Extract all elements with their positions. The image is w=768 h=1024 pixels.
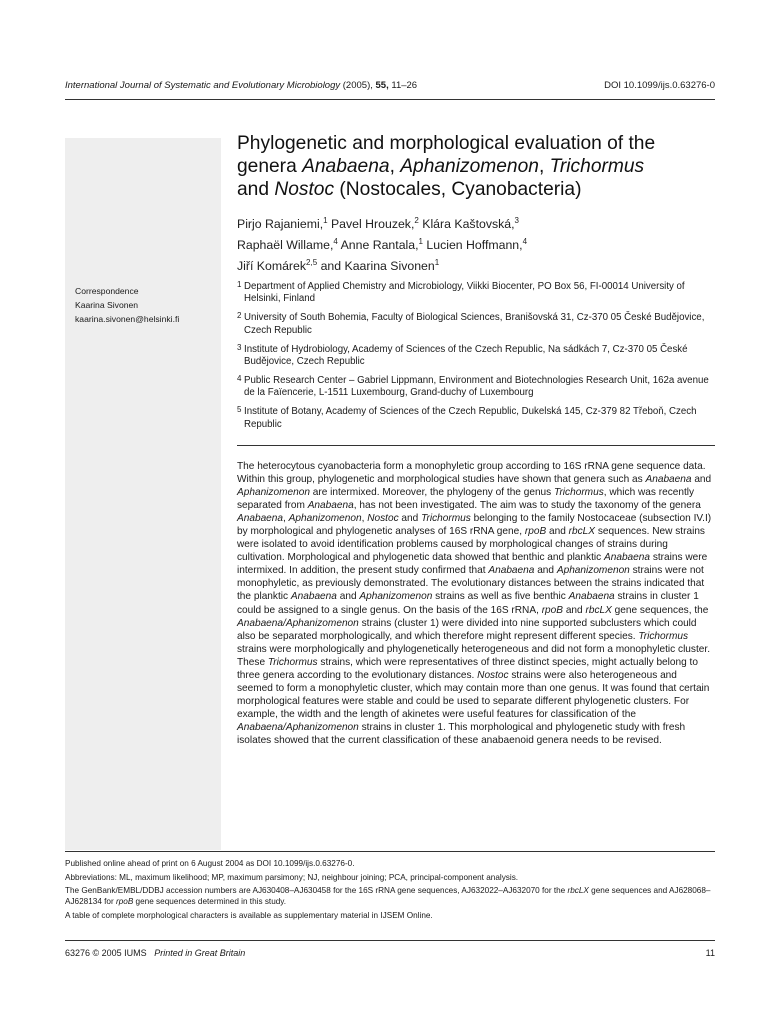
affiliation-number: 4	[237, 373, 242, 383]
journal-volume: 55,	[375, 80, 389, 91]
abstract-text: sequences. New strains were isolated to avoid identification problems caused by morphological changes of strains during cultivation. Morphological and phylogenetic data showed that benthic and planktic	[237, 526, 705, 564]
supplementary-note: A table of complete morphological characters is available as supplementary material in IJSEM Online.	[65, 910, 433, 920]
abstract-taxon: Trichormus	[421, 513, 471, 525]
abstract-taxon: Anabaena/Aphanizomenon	[237, 617, 359, 629]
author-affiliation-mark: 3	[514, 216, 519, 225]
published-note: Published online ahead of print on 6 August 2004 as DOI 10.1099/ijs.0.63276-0.	[65, 859, 355, 868]
abstract-taxon: Anabaena	[603, 552, 651, 564]
accession-gene-rpob: rpoB	[115, 897, 134, 906]
footer-rule	[65, 940, 715, 941]
author-affiliation-mark: 1	[323, 216, 328, 225]
title-genus-nostoc: Nostoc	[274, 179, 335, 200]
affiliation-text: Institute of Hydrobiology, Academy of Sciences of the Czech Republic, Na sádkách 7, Cz-370 05 České Budějovice, Czech Republic	[244, 343, 688, 368]
abstract-taxon: Anabaena	[645, 474, 692, 486]
abstract-text: strains were intermixed. In addition, the present study confirmed that	[237, 552, 708, 577]
title-text: genera	[237, 156, 303, 177]
abstract-text: strains in cluster 1. This morphological and phylogenetic study with fresh isolates showed that the current classification of these anabaenoid genera needs to be revised.	[237, 721, 686, 746]
abstract-taxon: Aphanizomenon	[237, 487, 310, 499]
footnotes	[65, 858, 715, 923]
abstract-taxon: Aphanizomenon	[288, 513, 362, 525]
abstract-taxon: Trichormus	[267, 656, 318, 668]
author-affiliation-mark: 1	[418, 237, 423, 247]
abstract-text: belonging to the family Nostocaceae (subsection IV.I) by morphological and phylogenetic analyses of 16S rRNA gene,	[237, 513, 712, 538]
abstract-taxon: Trichormus	[638, 630, 689, 642]
correspondence-label: Correspondence	[75, 286, 139, 296]
accession-text: gene sequences and AJ628068–AJ628134 for	[65, 886, 711, 906]
abstract-taxon: rpoB	[524, 526, 547, 538]
abstract-text: and	[398, 513, 422, 525]
accession-gene-rbclx: rbcLX	[567, 886, 589, 895]
title-text: ,	[538, 156, 550, 177]
title-text: ,	[389, 156, 401, 177]
author-name: Lucien Hoffmann,	[426, 238, 523, 253]
abstract-text: The heterocytous cyanobacteria form a monophyletic group according to 16S rRNA gene sequence data. Within this group, phylogenetic and morphological studies have shown that genera such as	[237, 461, 706, 486]
page-number: 11	[705, 948, 715, 958]
notes-rule	[65, 851, 715, 852]
author-name: Pavel Hrouzek,	[330, 217, 415, 232]
author-name: Raphaël Willame,	[237, 238, 334, 253]
title-text: (Nostocales, Cyanobacteria)	[334, 179, 582, 200]
abstract-text: strains were not monophyletic, as previously demonstrated. The evolutionary distances between the strains indicated that the planktic	[237, 565, 705, 603]
accession-text: The GenBank/EMBL/DDBJ accession numbers are AJ630408–AJ630458 for the 16S rRNA gene sequences, AJ632022–AJ632070 for the	[65, 886, 568, 895]
abstract-taxon: Anabaena	[488, 565, 535, 577]
article-title	[237, 132, 715, 201]
abstract-text: ,	[283, 513, 289, 525]
abstract-text: , has not been investigated. The aim was to study the taxonomy of the genera	[353, 500, 701, 512]
author-affiliation-mark: 4	[333, 237, 338, 247]
sidebar-panel	[65, 138, 221, 850]
abstract-text: and	[691, 474, 712, 486]
author-affiliation-mark: 2	[414, 216, 419, 225]
abstract-text: and	[534, 565, 557, 577]
abstract-text: gene sequences, the	[611, 604, 709, 616]
abstract-text: and	[563, 604, 586, 616]
title-genus-anabaena: Anabaena	[302, 156, 390, 177]
abstract-text: ,	[361, 513, 368, 525]
accession-text: gene sequences determined in this study.	[133, 897, 287, 906]
author-name: and Kaarina Sivonen	[320, 259, 435, 274]
abstract-taxon: Anabaena/Aphanizomenon	[237, 721, 359, 733]
abbreviations-note: Abbreviations: ML, maximum likelihood; MP, maximum parsimony; NJ, neighbour joining; PCA, principal-component analysis.	[65, 872, 519, 882]
abstract-text: strains (cluster 1) were divided into nine supported subclusters which could also be separated morphologically, and which therefore might represent different species.	[237, 617, 697, 642]
affiliation-item	[237, 281, 715, 306]
author-affiliation-mark: 2,5	[306, 258, 318, 268]
printed-in: Printed in Great Britain	[154, 948, 246, 958]
author-name: Anne Rantala,	[340, 238, 419, 253]
affiliation-item	[237, 375, 715, 400]
abstract-taxon: rpoB	[541, 604, 564, 616]
affiliation-text: University of South Bohemia, Faculty of Biological Sciences, Branišovská 31, Cz-370 05 České Budějovice, Czech Republic	[244, 312, 705, 336]
affiliation-item	[237, 406, 715, 431]
header-rule	[65, 99, 715, 100]
abstract-taxon: rbcLX	[568, 526, 596, 538]
affiliation-number: 2	[237, 311, 242, 321]
affiliation-text: Department of Applied Chemistry and Microbiology, Viikki Biocenter, PO Box 56, FI-00014 University of Helsinki, Finland	[244, 281, 685, 305]
abstract-text: and	[336, 591, 360, 603]
journal-pages: 11–26	[391, 80, 418, 91]
correspondence	[75, 284, 225, 326]
footer-left	[65, 948, 245, 958]
affiliation-text: Institute of Botany, Academy of Sciences of the Czech Republic, Dukelská 145, Cz-379 82 Třeboň, Czech Republic	[244, 406, 697, 430]
abstract	[237, 460, 715, 747]
author-affiliation-mark: 4	[522, 237, 528, 247]
affiliation-number: 5	[237, 405, 242, 415]
journal-citation	[65, 80, 417, 91]
affiliations	[237, 281, 715, 438]
abstract-taxon: Aphanizomenon	[359, 591, 433, 603]
abstract-text: and	[546, 526, 569, 538]
abstract-text: strains were morphologically and phylogenetically heterogeneous and did not form a monophyletic cluster. These	[237, 643, 710, 668]
abstract-taxon: rbcLX	[585, 604, 612, 616]
correspondence-email[interactable]: kaarina.sivonen@helsinki.fi	[75, 314, 180, 324]
abstract-taxon: Nostoc	[477, 669, 509, 681]
journal-name: International Journal of Systematic and Evolutionary Microbiology	[65, 80, 341, 91]
abstract-taxon: Anabaena	[290, 591, 337, 603]
title-text: and	[237, 179, 275, 200]
title-line-1: Phylogenetic and morphological evaluation of the	[237, 133, 656, 154]
affiliation-item	[237, 344, 715, 369]
affiliation-number: 3	[237, 342, 242, 352]
abstract-taxon: Anabaena	[568, 591, 615, 603]
author-name: Klára Kaštovská,	[422, 217, 515, 232]
author-name: Jiří Komárek	[237, 259, 307, 274]
abstract-taxon: Trichormus	[554, 487, 604, 499]
correspondence-name: Kaarina Sivonen	[75, 300, 139, 310]
abstract-taxon: Anabaena	[307, 500, 354, 512]
running-head	[65, 80, 715, 94]
abstract-taxon: Aphanizomenon	[556, 565, 630, 577]
affiliation-text: Public Research Center – Gabriel Lippmann, Environment and Biotechnologies Research Unit, 162a avenue de la Faïencerie, L-1511 Luxembourg, Grand-duchy of Luxembourg	[244, 374, 709, 399]
doi: DOI 10.1099/ijs.0.63276-0	[604, 80, 715, 91]
abstract-text: strains in cluster 1 could be assigned to a single genus. On the basis of the 16S rRNA,	[237, 591, 699, 616]
author-affiliation-mark: 1	[434, 258, 440, 268]
accession-note	[65, 885, 715, 907]
abstract-text: strains, which were representatives of three distinct species, might actually belong to three genera according to the evolutionary distances.	[237, 656, 698, 681]
journal-year: (2005),	[342, 80, 373, 91]
abstract-taxon: Nostoc	[367, 513, 399, 525]
abstract-text: , which was recently separated from	[237, 487, 695, 512]
copyright: 63276 © 2005 IUMS	[65, 948, 147, 958]
title-genus-trichormus: Trichormus	[549, 156, 645, 177]
abstract-taxon: Anabaena	[237, 513, 284, 525]
author-name: Pirjo Rajaniemi,	[237, 217, 324, 232]
abstract-rule	[237, 445, 715, 446]
abstract-text: are intermixed. Moreover, the phylogeny of the genus	[309, 487, 555, 499]
abstract-text: strains as well as five benthic	[432, 591, 569, 603]
title-genus-aphanizomenon: Aphanizomenon	[400, 156, 539, 177]
affiliation-item	[237, 312, 715, 337]
abstract-text: strains were also heterogeneous and seemed to form a monophyletic cluster, which may contain more than one genus. It was found that certain morphological features were stable and could be used to separate different phylogenetic clusters. For example, the width and the length of akinetes were useful features for classification of the	[237, 669, 710, 720]
affiliation-number: 1	[237, 280, 242, 289]
author-list	[237, 212, 715, 275]
